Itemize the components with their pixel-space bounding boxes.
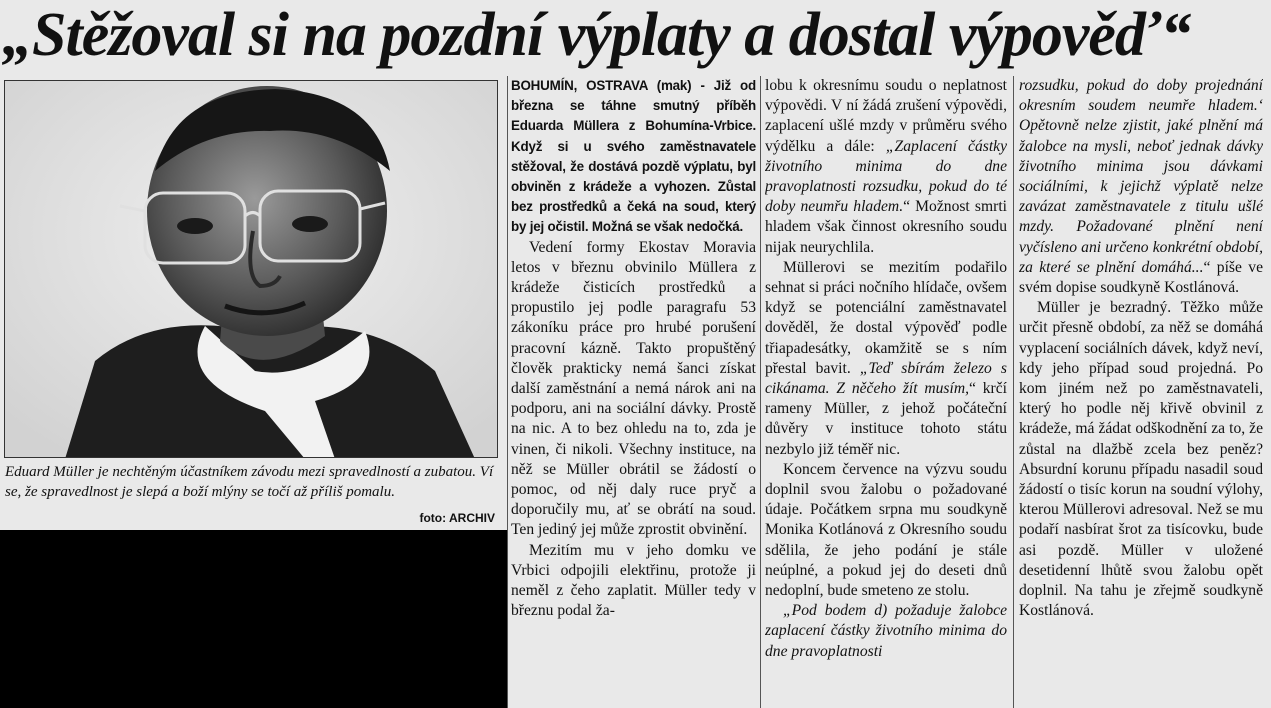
caption-text: Eduard Müller je nechtěným účastníkem závodu mezi spravedlností a zubatou. Ví se, že spravedlnost je slepá a boží mlýny se točí až příliš pomalu. xyxy=(5,464,494,500)
article-paragraph: lobu k okresnímu soudu o neplatnost výpovědi. V ní žádá zrušení výpovědi, zaplacení ušlé mzdy v průměru svého výdělku a dále: „Zaplacení částky životního minima do dne pravoplatnosti rozsudku, pokud do té doby neumřu hladem.“ Možnost smrti hladem však činnost okresního soudu nijak neurychlila. xyxy=(765,77,1007,256)
headline: „Stěžoval si na pozdní výplaty a dostal výpověď“ xyxy=(2,1,1191,69)
article-paragraph: Müllerovi se mezitím podařilo sehnat si práci nočního hlídače, ovšem když se potenciální zaměstnavatel dověděl, že dostal výpověď podle třiapadesátky, okamžitě se s ním přestal bavit. „Teď sbírám železo s cikánama. Z něčeho žít musím,“ krčí rameny Müller, z jehož počáteční důvěry v instituce tohoto státu nezbylo již téměř nic. xyxy=(765,258,1007,458)
article-paragraph: Koncem července na výzvu soudu doplnil svou žalobu o požadované údaje. Počátkem srpna mu soudkyně Monika Kotlánová z Okresního soudu sdělila, že jeho podání je stále neúplné, a pokud jej do deseti dnů nedoplní, bude smeteno ze stolu. xyxy=(765,460,1007,600)
portrait-photo xyxy=(4,80,498,458)
article-quote: „Pod bodem d) požaduje žalobce zaplacení částky životního minima do dne pravoplatnosti xyxy=(765,602,1007,660)
article-column-1 xyxy=(511,76,756,708)
article-quote: rozsudku, pokud do doby projednání okresním soudem neumře hladem.‘ Opětovně nelze zjistit, jaké plnění má žalobce na mysli, neboť jednak dávky životního minima jsou dávkami sociálními, k jejichž výplatě nelze zavázat zaměstnavatele z titulu ušlé mzdy. Požadované plnění není vyčísleno ani určeno konkrétní období, za které se plnění domáhá...“ píše ve svém dopise soudkyně Kostlánová. xyxy=(1019,77,1263,297)
article-paragraph: Vedení formy Ekostav Moravia letos v březnu obvinilo Müllera z krádeže čisticích prostředků a propustilo jej podle paragrafu 53 zákoníku práce pro hrubé porušení pracovní kázně. Takto propuštěný člověk prakticky nemá šanci získat další zaměstnání a nemá nárok ani na podporu, ani na sociální dávky. Prostě na nic. A to bez ohledu na to, zda je vinen, či nikoli. Všechny instituce, na něž se Müller obrátil se žádostí o pomoc, od něj daly ruce pryč a doporučily mu, ať se obrátí na soud. Ten jediný jej může zprostit obvinění. xyxy=(511,238,756,539)
article-column-2 xyxy=(765,76,1007,708)
column-rule xyxy=(1013,76,1014,708)
portrait-illustration xyxy=(5,81,498,458)
article-paragraph: Müller je bezradný. Těžko může určit přesně období, za něž se domáhá vyplacení sociálních dávek, když neví, kdy jeho případ soud projedná. Po kom jiném než po zaměstnavateli, který ho podle něj křivě obvinil z krádeže, má žádat odškodnění za to, že zůstal na dlažbě zcela bez peněz? Absurdní korunu případu nasadil soud žádostí o tisíc korun na soudní výlohy, kterou Müllerovi adresoval. Než se mu podaří nasbírat šrot za tisícovku, bude asi pozdě. Müller v uložené desetidenní lhůtě svou žalobu opět doplnil. Na tahu je zřejmě soudkyně Kostlánová. xyxy=(1019,299,1263,620)
article-lead: BOHUMÍN, OSTRAVA (mak) - Již od března se táhne smutný příběh Eduarda Müllera z Bohumína-Vrbice. Když si u svého zaměstnavatele stěžoval, že dostává pozdě výplatu, byl obviněn z krádeže a vyhozen. Zůstal bez prostředků a čeká na soud, který by jej očistil. Možná se však nedočká. xyxy=(511,78,756,235)
article-paragraph: Mezitím mu v jeho domku ve Vrbici odpojili elektřinu, protože ji neměl z čeho zaplatit. Müller tedy v březnu podal ža- xyxy=(511,541,756,620)
photo-credit: foto: ARCHIV xyxy=(419,511,495,525)
photo-caption xyxy=(5,462,495,528)
article-column-3 xyxy=(1019,76,1263,708)
redacted-block xyxy=(0,530,507,708)
column-rule xyxy=(507,76,508,708)
column-rule xyxy=(760,76,761,708)
